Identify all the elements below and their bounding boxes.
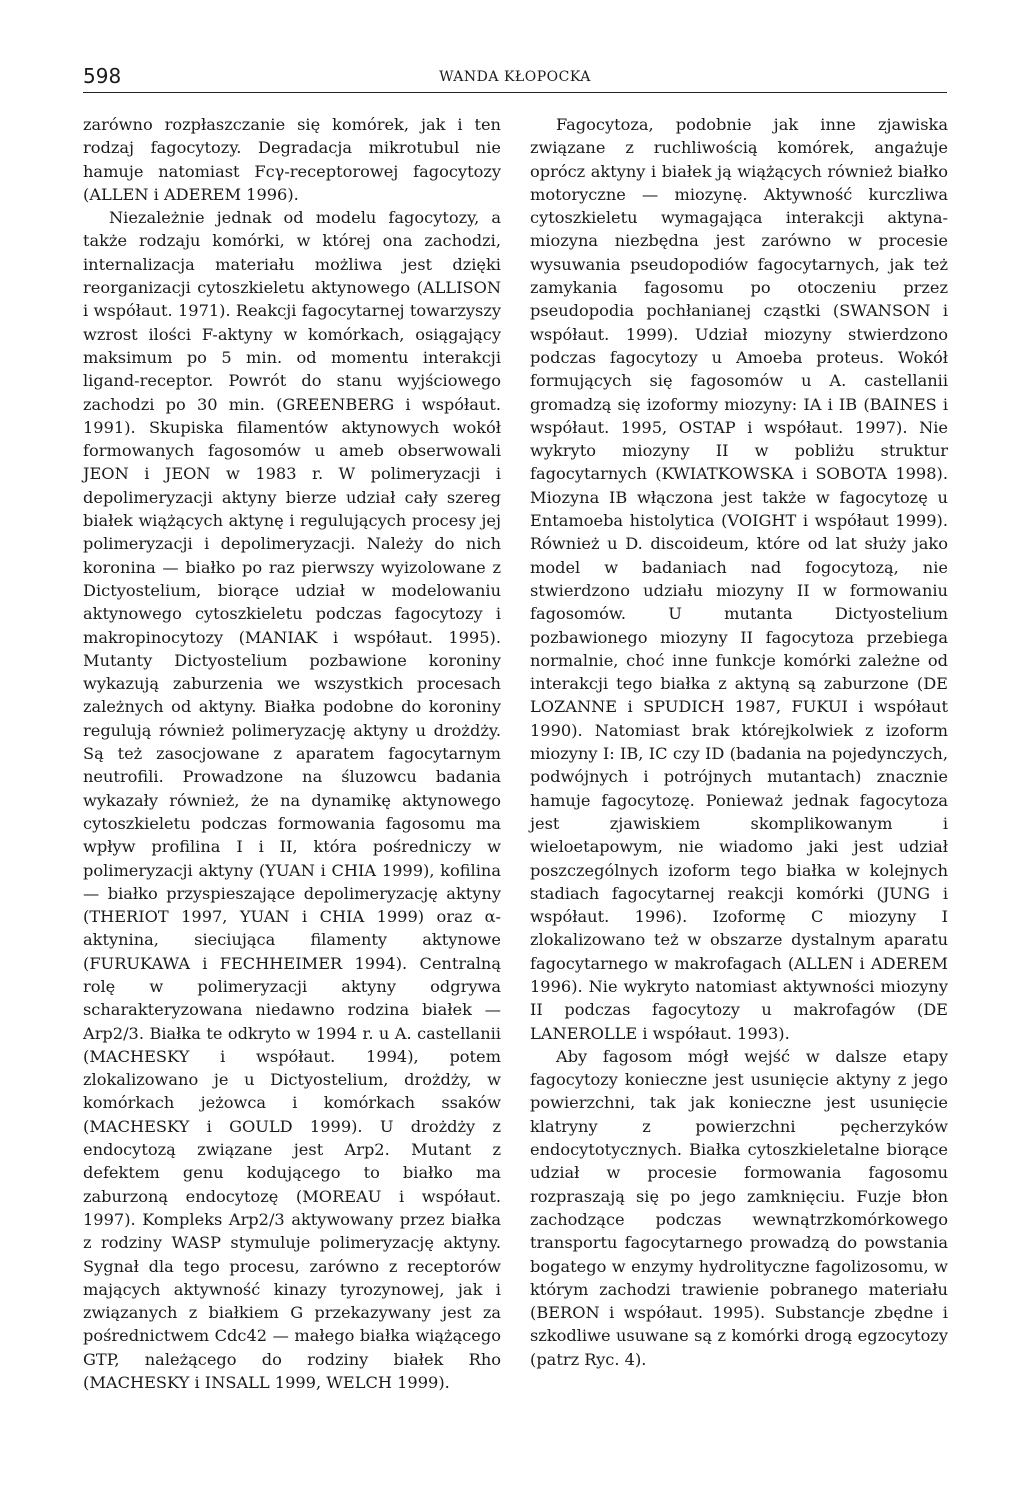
page-header xyxy=(83,64,947,93)
paragraph: Aby fagosom mógł wejść w dalsze etapy fagocytozy konieczne jest usunięcie aktyny z jego powierzchni, tak jak konieczne jest usunięcie klatryny z powierzchni pęcherzyków endocytotycznych. Białka cytoszkieletalne biorące udział w procesie formowania fagosomu rozpraszają się po jego zamknięciu. Fuzje błon zachodzące podczas wewnątrzkomórkowego transportu fagocytarnego prowadzą do powstania bogatego w enzymy hydrolityczne fagolizosomu, w którym zachodzi trawienie pobranego materiału (BERON i współaut. 1995). Substancje zbędne i szkodliwe usuwane są z komórki drogą egzocytozy (patrz Ryc. 4). xyxy=(530,1046,948,1369)
page-number: 598 xyxy=(83,64,122,88)
right-column xyxy=(530,113,948,1371)
paragraph: Niezależnie jednak od modelu fagocytozy, a także rodzaju komórki, w której ona zachodzi, internalizacja materiału możliwa jest dzięki reorganizacji cytoszkieletu aktynowego (ALLISON i współaut. 1971). Reakcji fagocytarnej towarzyszy wzrost ilości F-aktyny w komórkach, osiągający maksimum po 5 min. od momentu interakcji ligand-receptor. Powrót do stanu wyjściowego zachodzi po 30 min. (GREENBERG i współaut. 1991). Skupiska filamentów aktynowych wokół formowanych fagosomów u ameb obserwowali JEON i JEON w 1983 r. W polimeryzacji i depolimeryzacji aktyny bierze udział cały szereg białek wiążących aktynę i regulujących procesy jej polimeryzacji i depolimeryzacji. Należy do nich koronina — białko po raz pierwszy wyizolowane z Dictyostelium, biorące udział w modelowaniu aktynowego cytoszkieletu podczas fagocytozy i makropinocytozy (MANIAK i współaut. 1995). Mutanty Dictyostelium pozbawione koroniny wykazują zaburzenia we wszystkich procesach zależnych od aktyny. Białka podobne do koroniny regulują również polimeryzację aktyny u drożdży. Są też zasocjowane z aparatem fagocytarnym neutrofili. Prowadzone na śluzowcu badania wykazały również, że na dynamikę aktynowego cytoszkieletu podczas formowania fagosomu ma wpływ profilina I i II, która pośredniczy w polimeryzacji aktyny (YUAN i CHIA 1999), kofilina — białko przyspieszające depolimeryzację aktyny (THERIOT 1997, YUAN i CHIA 1999) oraz α-aktynina, sieciująca filamenty aktynowe (FURUKAWA i FECHHEIMER 1994). Centralną rolę w polimeryzacji aktyny odgrywa scharakteryzowana niedawno rodzina białek — Arp2/3. Białka te odkryto w 1994 r. u A. castellanii (MACHESKY i współaut. 1994), potem zlokalizowano je u Dictyostelium, drożdży, w komórkach jeżowca i komórkach ssaków (MACHESKY i GOULD 1999). U drożdży z endocytozą związane jest Arp2. Mutant z defektem genu kodującego to białko ma zaburzoną endocytozę (MOREAU i współaut. 1997). Kompleks Arp2/3 aktywowany przez białka z rodziny WASP stymuluje polimeryzację aktyny. Sygnał dla tego procesu, zarówno z receptorów mających aktywność kinazy tyrozynowej, jak i związanych z białkiem G przekazywany jest za pośrednictwem Cdc42 — małego białka wiążącego GTP, należącego do rodziny białek Rho (MACHESKY i INSALL 1999, WELCH 1999). xyxy=(83,208,501,1393)
running-head: WANDA KŁOPOCKA xyxy=(439,69,591,85)
left-column xyxy=(83,113,501,1394)
paragraph: zarówno rozpłaszczanie się komórek, jak i ten rodzaj fagocytozy. Degradacja mikrotubul nie hamuje natomiast Fcγ-receptorowej fagocytozy (ALLEN i ADEREM 1996). xyxy=(83,115,501,204)
paragraph: Fagocytoza, podobnie jak inne zjawiska związane z ruchliwością komórek, angażuje oprócz aktyny i białek ją wiążących również białko motoryczne — miozynę. Aktywność kurczliwa cytoszkieletu wymagająca interakcji aktyna-miozyna niezbędna jest zarówno w procesie wysuwania pseudopodiów fagocytarnych, jak też zamykania fagosomu po otoczeniu przez pseudopodia pochłanianej cząstki (SWANSON i współaut. 1999). Udział miozyny stwierdzono podczas fagocytozy u Amoeba proteus. Wokół formujących się fagosomów u A. castellanii gromadzą się izoformy miozyny: IA i IB (BAINES i współaut. 1995, OSTAP i współaut. 1997). Nie wykryto miozyny II w pobliżu struktur fagocytarnych (KWIATKOWSKA i SOBOTA 1998). Miozyna IB włączona jest także w fagocytozę u Entamoeba histolytica (VOIGHT i współaut 1999). Również u D. discoideum, które od lat służy jako model w badaniach nad fogocytozą, nie stwierdzono udziału miozyny II w formowaniu fagosomów. U mutanta Dictyostelium pozbawionego miozyny II fagocytoza przebiega normalnie, choć inne funkcje komórki zależne od interakcji tego białka z aktyną są zaburzone (DE LOZANNE i SPUDICH 1987, FUKUI i współaut 1990). Natomiast brak którejkolwiek z izoform miozyny I: IB, IC czy ID (badania na pojedynczych, podwójnych i potrójnych mutantach) znacznie hamuje fagocytozę. Ponieważ jednak fagocytoza jest zjawiskiem skomplikowanym i wieloetapowym, nie wiadomo jaki jest udział poszczególnych izoform tego białka w kolejnych stadiach fagocytarnej reakcji komórki (JUNG i współaut. 1996). Izoformę C miozyny I zlokalizowano też w obszarze dystalnym aparatu fagocytarnego w makrofagach (ALLEN i ADEREM 1996). Nie wykryto natomiast aktywności miozyny II podczas fagocytozy u makrofagów (DE LANEROLLE i współaut. 1993). xyxy=(530,115,948,1043)
